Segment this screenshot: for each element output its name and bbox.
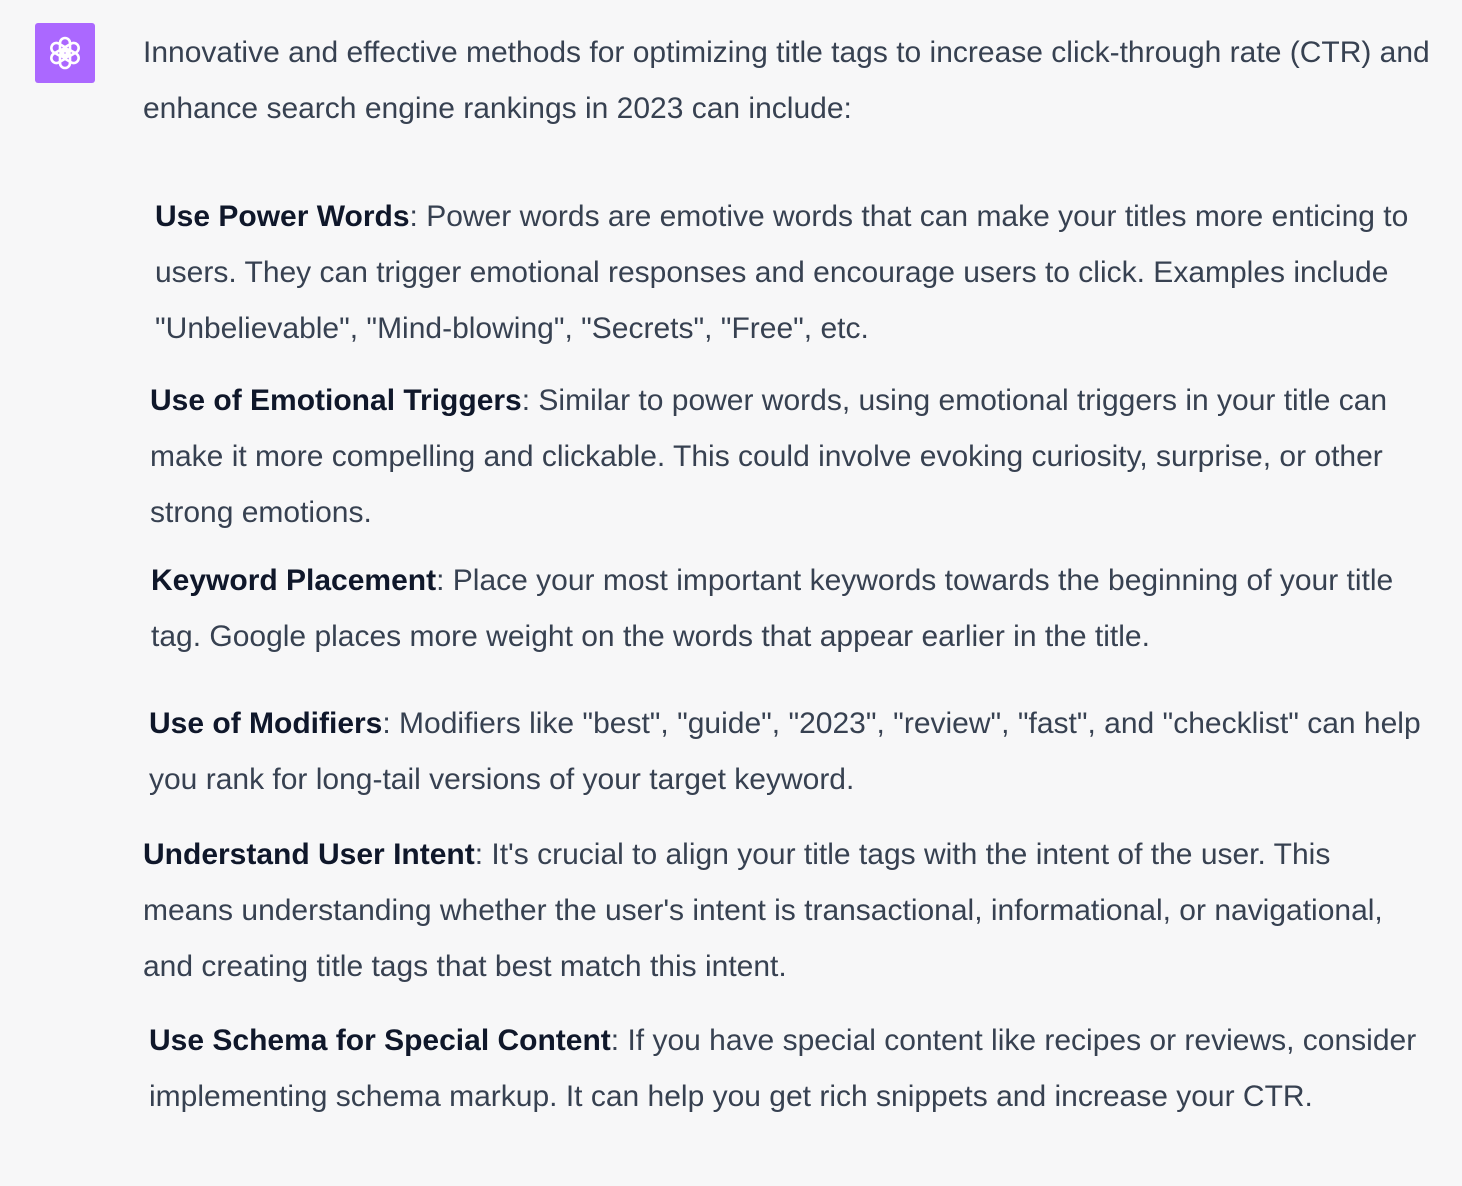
list-item xyxy=(143,827,1403,995)
list-item xyxy=(149,696,1424,808)
list-item xyxy=(149,1013,1449,1125)
item-text: : Similar to power words, using emotional triggers in your title can make it more compelling and clickable. This could involve evoking curiosity, surprise, or other strong emotions. xyxy=(150,384,1388,529)
item-title: Understand User Intent xyxy=(143,838,475,871)
openai-logo-icon xyxy=(45,33,85,73)
item-text: : If you have special content like recipes or reviews, consider implementing schema markup. It can help you get rich snippets and increase your CTR. xyxy=(149,1024,1417,1113)
item-title: Use of Modifiers xyxy=(149,707,383,740)
message-intro: Innovative and effective methods for optimizing title tags to increase click-through rate (CTR) and enhance search engine rankings in 2023 can include: xyxy=(143,36,1430,125)
item-text: : Power words are emotive words that can make your titles more enticing to users. They can trigger emotional responses and encourage users to click. Examples include "Unbelievable", "Mind-blowing", "Secrets", "Free", etc. xyxy=(155,200,1409,345)
assistant-avatar xyxy=(35,23,95,83)
item-text: : It's crucial to align your title tags with the intent of the user. This means understanding whether the user's intent is transactional, informational, or navigational, and creating title tags that best match this intent. xyxy=(143,838,1383,983)
list-item xyxy=(150,373,1450,541)
item-title: Use Schema for Special Content xyxy=(149,1024,611,1057)
item-text: : Modifiers like "best", "guide", "2023", "review", "fast", and "checklist" can help you rank for long-tail versions of your target keyword. xyxy=(149,707,1421,796)
item-title: Keyword Placement xyxy=(151,564,437,597)
item-text: : Place your most important keywords towards the beginning of your title tag. Google places more weight on the words that appear earlier in the title. xyxy=(151,564,1394,653)
item-title: Use of Emotional Triggers xyxy=(150,384,522,417)
list-item xyxy=(151,553,1421,665)
item-title: Use Power Words xyxy=(155,200,410,233)
list-item xyxy=(155,189,1445,357)
